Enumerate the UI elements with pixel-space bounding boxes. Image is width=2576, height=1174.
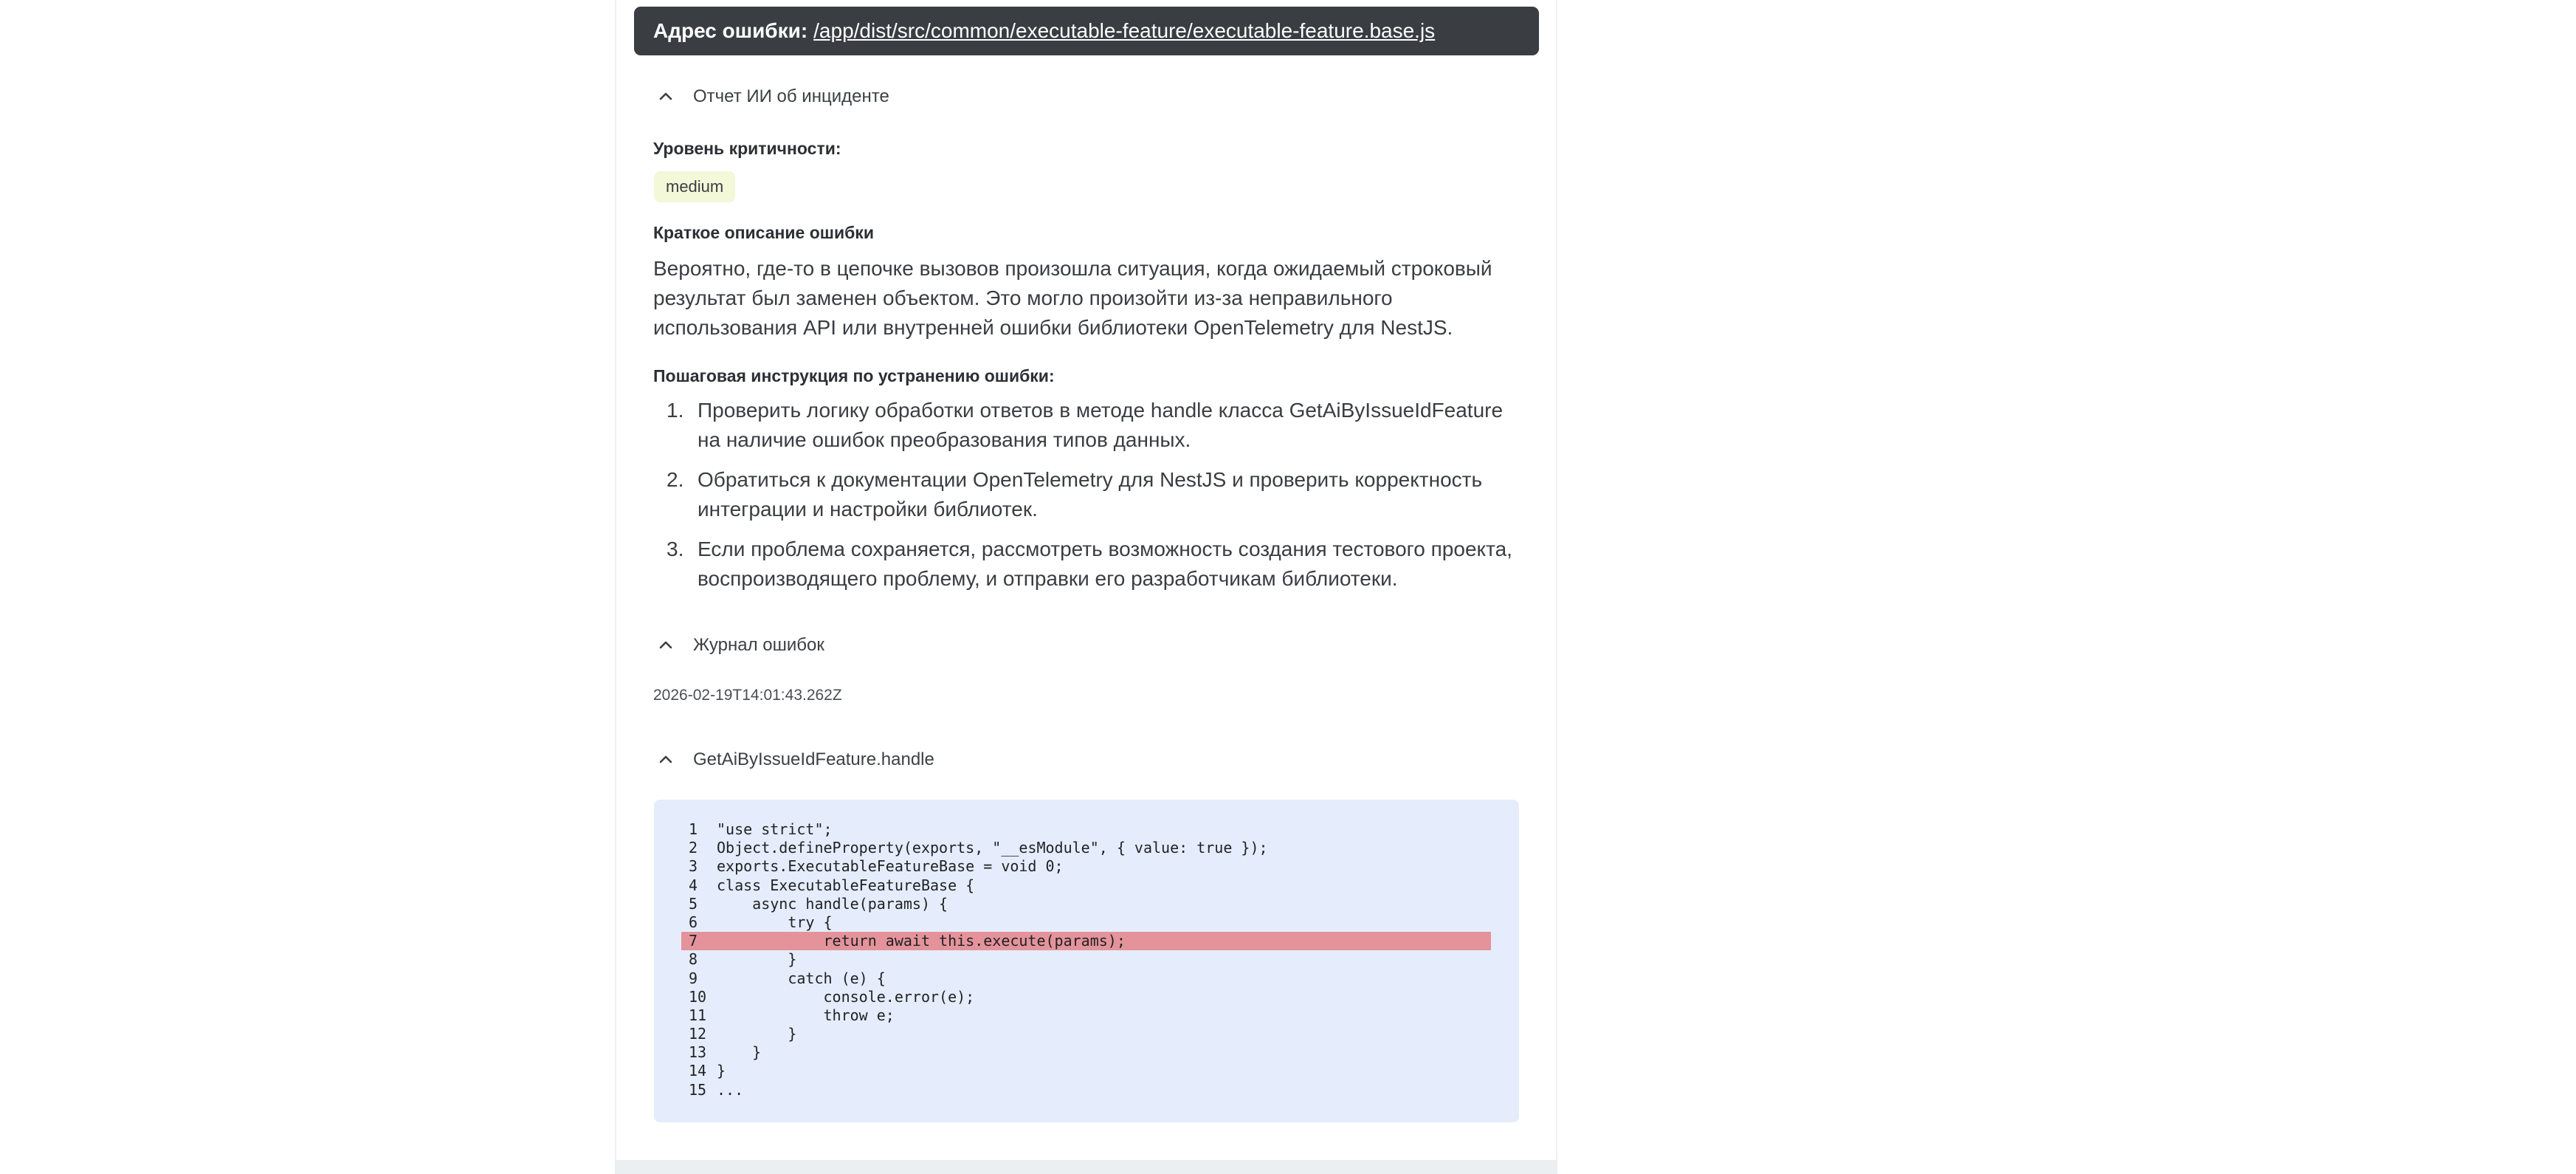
chevron-up-icon xyxy=(656,636,675,655)
code-line xyxy=(681,1025,1491,1043)
ai-report-header: Отчет ИИ об инциденте xyxy=(693,86,889,106)
code-line xyxy=(681,857,1491,876)
code-line xyxy=(681,876,1491,895)
line-code: Object.defineProperty(exports, "__esModule", { value: true }); xyxy=(717,839,1268,857)
line-code: try { xyxy=(717,913,833,931)
line-number: 4 xyxy=(689,876,698,894)
line-code: console.error(e); xyxy=(717,987,975,1006)
step-number: 1. xyxy=(667,399,684,422)
code-line xyxy=(681,895,1491,913)
stack-frame-toggle[interactable] xyxy=(656,749,934,770)
error-address-label: Адрес ошибки: xyxy=(653,19,808,42)
line-code: exports.ExecutableFeatureBase = void 0; xyxy=(717,857,1064,876)
line-number: 5 xyxy=(689,894,698,913)
code-snippet xyxy=(654,800,1519,1122)
line-number: 7 xyxy=(689,932,698,950)
code-line xyxy=(681,950,1491,969)
line-number: 10 xyxy=(689,987,707,1006)
line-code: } xyxy=(717,1043,762,1062)
severity-label: Уровень критичности: xyxy=(653,139,841,158)
error-address-bar xyxy=(634,7,1539,55)
severity-badge: medium xyxy=(654,171,735,202)
stack-frame-header: GetAiByIssueIdFeature.handle xyxy=(693,749,934,769)
fix-steps-list xyxy=(653,396,1524,604)
line-code: class ExecutableFeatureBase { xyxy=(717,876,975,894)
line-number: 15 xyxy=(689,1080,707,1099)
line-code: } xyxy=(717,1062,726,1080)
summary-label: Краткое описание ошибки xyxy=(653,223,874,242)
line-code: catch (e) { xyxy=(717,969,886,987)
fix-step xyxy=(653,396,1524,455)
line-number: 11 xyxy=(689,1006,707,1024)
error-address-link[interactable]: /app/dist/src/common/executable-feature/executable-feature.base.js xyxy=(813,19,1436,42)
error-log-header: Журнал ошибок xyxy=(693,635,824,655)
line-number: 9 xyxy=(689,969,698,987)
line-code: async handle(params) { xyxy=(717,894,948,913)
fix-step xyxy=(653,535,1524,594)
line-number: 8 xyxy=(689,950,698,969)
line-code: return await this.execute(params); xyxy=(717,932,1126,950)
line-number: 6 xyxy=(689,913,698,931)
line-number: 13 xyxy=(689,1043,707,1062)
step-text: Проверить логику обработки ответов в методе handle класса GetAiByIssueIdFeature на наличие ошибок преобразования типов данных. xyxy=(698,399,1504,451)
panel-footer-strip xyxy=(615,1160,1557,1174)
line-number: 1 xyxy=(689,820,698,838)
steps-label: Пошаговая инструкция по устранению ошибки: xyxy=(653,366,1055,385)
error-log-toggle[interactable] xyxy=(656,635,824,656)
code-line xyxy=(681,839,1491,857)
line-code: } xyxy=(717,950,797,969)
chevron-up-icon xyxy=(656,87,675,106)
code-line xyxy=(681,988,1491,1006)
code-line xyxy=(681,969,1491,988)
line-number: 12 xyxy=(689,1025,707,1043)
line-number: 3 xyxy=(689,857,698,876)
line-number: 14 xyxy=(689,1062,707,1080)
step-text: Если проблема сохраняется, рассмотреть возможность создания тестового проекта, воспроизводящего проблему, и отправки его разработчикам библиотеки. xyxy=(698,538,1512,590)
step-number: 3. xyxy=(667,538,684,560)
error-timestamp: 2026-02-19T14:01:43.262Z xyxy=(653,687,842,704)
fix-step xyxy=(653,465,1524,524)
ai-report-toggle[interactable] xyxy=(656,86,889,107)
code-line xyxy=(681,1043,1491,1062)
code-line xyxy=(681,1062,1491,1080)
code-line xyxy=(681,913,1491,932)
code-line xyxy=(681,820,1491,839)
step-number: 2. xyxy=(667,468,684,491)
line-code: "use strict"; xyxy=(717,820,833,838)
code-line-highlighted xyxy=(681,932,1491,950)
chevron-up-icon xyxy=(656,750,675,769)
line-number: 2 xyxy=(689,839,698,857)
summary-text: Вероятно, где-то в цепочке вызовов произошла ситуация, когда ожидаемый строковый результат был заменен объектом. Это могло произойти из-за неправильного использования API или внутренней ошибки библиотеки OpenTelemetry для NestJS. xyxy=(653,257,1492,339)
code-line xyxy=(681,1081,1491,1099)
step-text: Обратиться к документации OpenTelemetry для NestJS и проверить корректность интеграции и настройки библиотек. xyxy=(698,468,1483,521)
line-code: ... xyxy=(717,1080,744,1099)
code-line xyxy=(681,1006,1491,1025)
line-code: } xyxy=(717,1025,797,1043)
line-code: throw e; xyxy=(717,1006,895,1024)
